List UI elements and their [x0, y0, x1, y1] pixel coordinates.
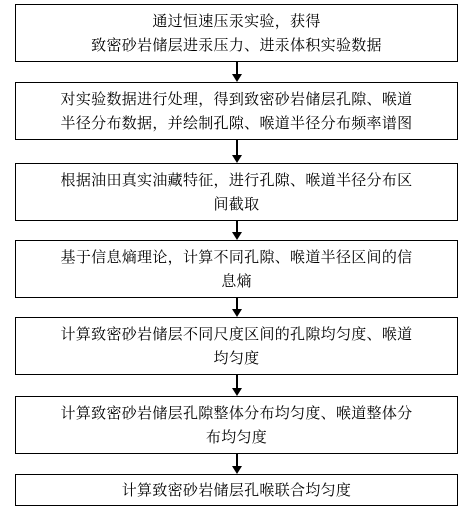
flow-step-6 — [15, 396, 458, 454]
flow-arrow-4 — [232, 298, 242, 317]
flow-arrow-1 — [232, 62, 242, 82]
flow-step-5-text: 计算致密砂岩储层不同尺度区间的孔隙均匀度、喉道 均匀度 — [60, 325, 413, 367]
flow-step-3 — [15, 163, 458, 221]
flow-step-2-text: 对实验数据进行处理，得到致密砂岩储层孔隙、喉道 半径分布数据，并绘制孔隙、喉道半径分布频率谱图 — [60, 90, 413, 132]
flow-arrow-3 — [232, 221, 242, 240]
flow-step-7 — [15, 474, 458, 506]
flow-step-3-text: 根据油田真实油藏特征，进行孔隙、喉道半径分布区 间截取 — [60, 171, 413, 213]
flow-step-2 — [15, 82, 458, 140]
flow-step-1-text: 通过恒速压汞实验，获得 致密砂岩储层进汞压力、进汞体积实验数据 — [91, 12, 382, 54]
flow-step-5 — [15, 317, 458, 375]
flow-arrow-5 — [232, 375, 242, 396]
flow-step-1 — [15, 4, 458, 62]
flow-step-6-text: 计算致密砂岩储层孔隙整体分布均匀度、喉道整体分 布均匀度 — [60, 404, 413, 446]
flow-step-7-text: 计算致密砂岩储层孔喉联合均匀度 — [121, 481, 352, 499]
flow-arrow-6 — [232, 454, 242, 474]
flow-step-4 — [15, 240, 458, 298]
flow-arrow-2 — [232, 140, 242, 163]
flow-step-4-text: 基于信息熵理论，计算不同孔隙、喉道半径区间的信 息熵 — [60, 248, 413, 290]
